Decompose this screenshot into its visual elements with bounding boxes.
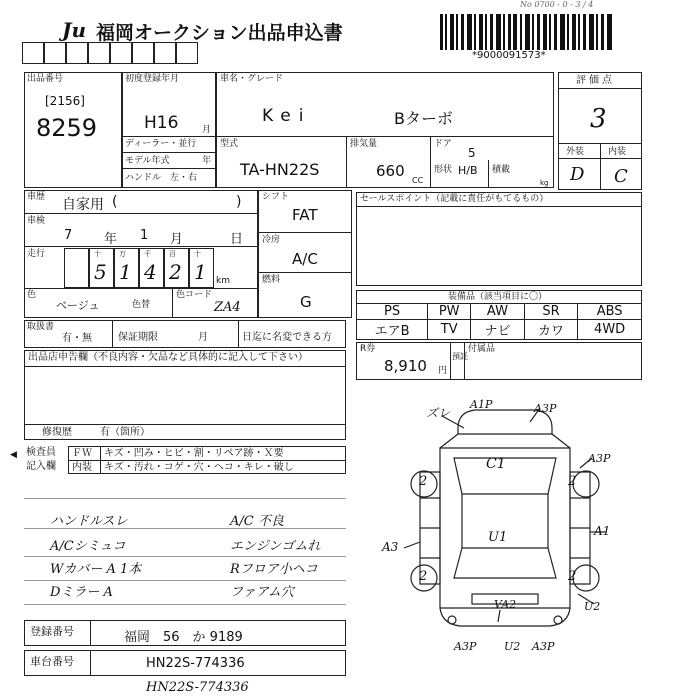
barcode: [440, 14, 612, 50]
color-code-label: 色コード: [176, 290, 213, 300]
mileage-digit-4: 2: [169, 260, 182, 284]
car-damage-diagram: [380, 398, 630, 658]
model-year-unit: 年: [202, 156, 212, 166]
chassis-value: HN22S-774336: [146, 656, 245, 671]
usage-label: 車歴: [27, 192, 46, 202]
warranty-label: 保証期限: [118, 332, 158, 343]
mileage-unit: km: [216, 276, 230, 286]
diagram-label-wheel-fr: 2: [568, 474, 577, 489]
declaration-box: [24, 350, 346, 440]
form-title: 福岡オークション出品申込書: [96, 22, 343, 44]
capacity-label: 積載: [492, 165, 511, 175]
mileage-digit-1: 5: [94, 260, 107, 284]
exterior-score: D: [570, 164, 585, 185]
manual-options: 有・無: [62, 333, 92, 344]
displacement-value: 660: [376, 162, 405, 180]
diagram-label-a3p-right: A3P: [588, 452, 611, 465]
color-value: ベージュ: [56, 299, 100, 312]
inspection-year-unit: 年: [104, 232, 118, 247]
diagram-label-u1: U1: [488, 530, 508, 545]
handle-label: ハンドル 左・右: [125, 173, 198, 183]
barcode-number: *9000091573*: [472, 50, 546, 61]
shift-value: FAT: [292, 206, 318, 224]
mileage-digit-3: 4: [144, 260, 157, 284]
recycle-value: 8,910: [384, 357, 427, 375]
diagram-label-scratch: ズレ: [426, 406, 451, 420]
diagram-label-wheel-rl: 2: [419, 569, 428, 584]
note-left-2: A/Cシミュコ: [50, 539, 126, 554]
mileage-header-1: 十: [94, 250, 101, 258]
shape-label: 形状: [434, 165, 453, 175]
diagram-label-a1p: A1P: [470, 398, 493, 411]
inspection-year: 7: [64, 228, 73, 243]
model-year-label: モデル年式: [125, 156, 170, 166]
brand-logo: Ju: [62, 18, 87, 42]
note-right-4: ファアム穴: [230, 585, 294, 600]
mileage-grid: [64, 248, 214, 288]
fuel-value: G: [300, 293, 312, 311]
equip-tv: TV: [428, 320, 471, 340]
declaration-label: 出品店申告欄（不良内容・欠品など具体的に記入して下さい）: [28, 352, 308, 363]
mileage-digit-2: 1: [119, 260, 132, 284]
color-label: 色: [27, 290, 37, 300]
cc-unit: CC: [412, 176, 424, 185]
equip-leather: カワ: [524, 320, 578, 340]
usage-paren-open: (: [112, 194, 118, 210]
mileage-digit-5: 1: [194, 260, 207, 284]
plate-value: 福岡 56 か 9189: [124, 630, 243, 645]
equip-sr: SR: [524, 304, 578, 320]
car-name: Kei: [262, 106, 312, 126]
inspector-row2-items: キズ・汚れ・コゲ・穴・ヘコ・キレ・破し: [104, 462, 294, 473]
recycle-deposit-label: 預託: [452, 352, 468, 361]
lot-label: 出品番号: [27, 74, 64, 84]
dealer-label: ディーラー・並行: [125, 139, 197, 149]
diagram-label-c1: C1: [486, 456, 506, 472]
diagram-label-a3p-top: A3P: [534, 402, 557, 415]
door-value: 5: [468, 146, 476, 160]
inspection-month-unit: 月: [170, 232, 184, 247]
diagram-label-a3-left: A3: [382, 540, 399, 554]
manual-label: 取扱書: [27, 322, 55, 332]
usage-value: 自家用: [62, 197, 104, 213]
mileage-header-3: 千: [144, 250, 151, 258]
shift-label: シフト: [262, 192, 290, 202]
diagram-label-va2: VA2: [494, 598, 517, 611]
inspection-month: 1: [140, 228, 149, 243]
recycle-unit: 円: [438, 366, 448, 376]
score-value: 3: [590, 104, 607, 134]
door-label: ドア: [434, 139, 452, 149]
note-right-3: Rフロア小ヘコ: [230, 562, 318, 577]
diagram-label-a3p-bottom-right: A3P: [532, 640, 555, 653]
color-change-label: 色替: [132, 300, 151, 310]
car-model: TA-HN22S: [240, 160, 320, 179]
equip-pw: PW: [428, 304, 471, 320]
inspector-arrow: ◀: [10, 450, 17, 460]
mileage-header-5: 十: [194, 250, 201, 258]
mileage-header-4: 百: [169, 250, 176, 258]
transfer-note: 日迄に名変できる方: [242, 332, 332, 343]
note-right-1: A/C 不良: [230, 514, 284, 529]
accessories-label: 付属品: [468, 344, 496, 354]
diagram-label-a1-right: A1: [594, 524, 611, 538]
registration-year: H16: [144, 113, 179, 133]
equipment-table: [356, 303, 642, 340]
equip-abs: ABS: [578, 304, 642, 320]
diagram-label-u2-right: U2: [584, 600, 601, 613]
score-label: 評価点: [576, 75, 615, 86]
note-left-3: Wカバー A 1本: [50, 562, 142, 577]
car-name-label: 車名・グレード: [220, 74, 284, 84]
exterior-label: 外装: [566, 147, 585, 157]
inspector-row2-label: 内装: [72, 462, 92, 473]
diagram-label-wheel-rr: 2: [568, 569, 577, 584]
registration-month-unit: 月: [202, 125, 212, 135]
displacement-label: 排気量: [350, 139, 378, 149]
warranty-unit: 月: [198, 332, 208, 343]
interior-score: C: [614, 166, 628, 187]
inspector-row1-label: ＦＷ: [72, 448, 92, 459]
ac-label: 冷房: [262, 235, 281, 245]
diagram-label-a3p-bottom-left: A3P: [454, 640, 477, 653]
diagram-label-wheel-fl: 2: [419, 474, 428, 489]
top-right-scribble: No 0700 - 0 - 3 / 4: [520, 0, 594, 9]
equipment-label: 装備品（該当項目に〇）: [448, 292, 548, 302]
recycle-label: R券: [360, 344, 376, 354]
interior-label: 内装: [608, 147, 627, 157]
lot-code: [2156]: [45, 94, 85, 108]
equip-airbag: エアB: [357, 320, 428, 340]
registration-label: 初度登録年月: [125, 74, 180, 84]
equip-aw: AW: [471, 304, 525, 320]
chassis-handwritten: HN22S-774336: [146, 680, 249, 695]
lot-number: 8259: [36, 114, 98, 142]
note-left-1: ハンドルスレ: [50, 514, 128, 529]
inspection-day-unit: 日: [230, 232, 244, 247]
ac-value: A/C: [292, 250, 318, 268]
mileage-header-2: 万: [119, 250, 126, 258]
inspector-label-2: 記入欄: [26, 461, 56, 472]
color-code: ZA4: [214, 300, 241, 315]
inspection-label: 車検: [27, 216, 46, 226]
header-boxes: [22, 42, 198, 64]
note-left-4: Dミラー A: [50, 585, 113, 600]
selling-points-label: セールスポイント（記載に責任がもてるもの）: [360, 194, 549, 204]
car-model-label: 型式: [220, 139, 239, 149]
equip-4wd: 4WD: [578, 320, 642, 340]
inspector-label-1: 検査員: [26, 447, 56, 458]
equip-navi: ナビ: [471, 320, 525, 340]
shape-value: H/B: [458, 164, 478, 177]
plate-label: 登録番号: [30, 625, 74, 638]
note-right-2: エンジンゴムれ: [230, 539, 321, 554]
inspector-row1-items: キズ・凹み・ヒビ・割・リペア跡・Ｘ要: [104, 448, 284, 459]
repair-value: 有（箇所）: [100, 427, 150, 438]
fuel-label: 燃料: [262, 275, 281, 285]
equip-ps: PS: [357, 304, 428, 320]
mileage-label: 走行: [27, 249, 46, 259]
chassis-label: 車台番号: [30, 655, 74, 668]
kg-unit: kg: [540, 179, 549, 187]
car-grade: Bターボ: [394, 109, 453, 128]
repair-label: 修復歴: [42, 427, 72, 438]
diagram-label-u2-bottom: U2: [504, 640, 521, 653]
usage-paren-close: ): [236, 194, 242, 210]
